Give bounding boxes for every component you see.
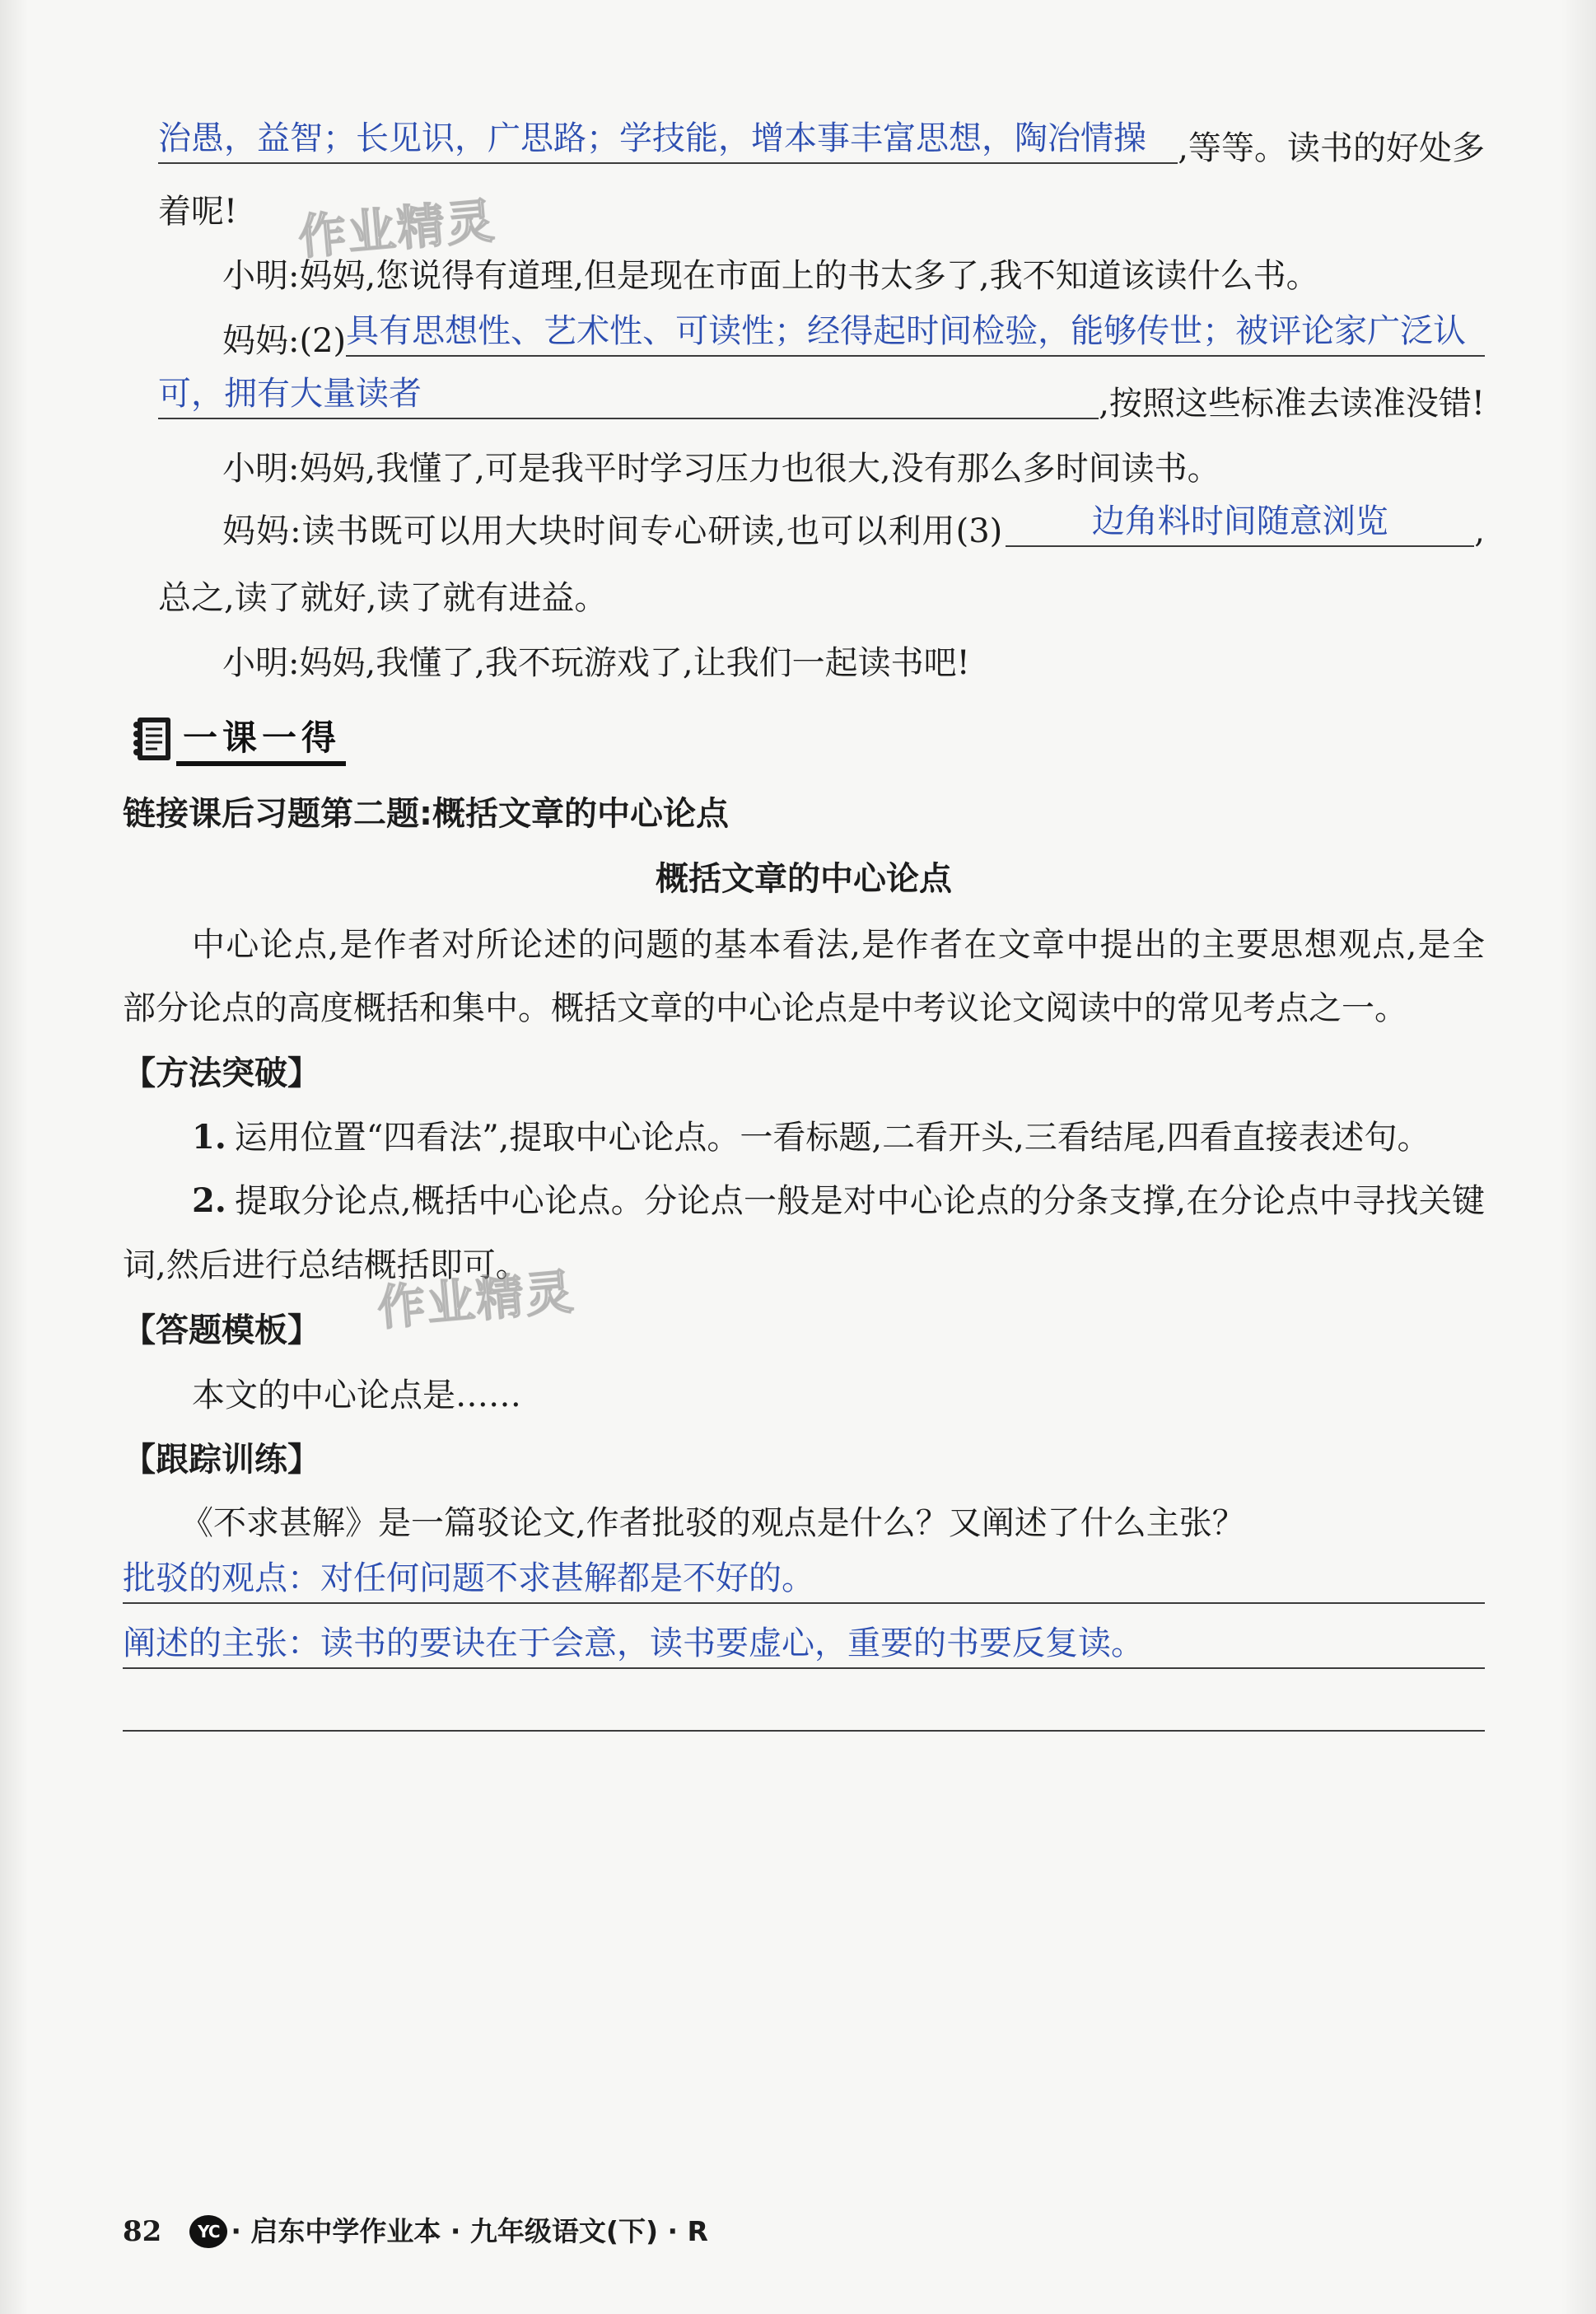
answer-blank-2-continued [158, 375, 1099, 428]
answer-text-2: 具有思想性、艺术性、可读性；经得起时间检验，能够传世；被评论家广泛认 [346, 312, 1467, 350]
dialogue-text: 妈妈:(2) [222, 322, 347, 360]
dialogue-text: ,按照这些标准去读准没错! [1099, 385, 1485, 423]
practice-answer-blank [123, 1624, 1485, 1678]
method-item-number: 2. [192, 1181, 226, 1220]
answer-blank-1 [158, 119, 1178, 173]
page-number: 82 [123, 2215, 162, 2248]
page-footer [123, 2211, 708, 2252]
answer-underline [123, 1730, 1485, 1732]
answer-underline [123, 1602, 1485, 1604]
publisher-logo: YC [189, 2215, 227, 2248]
practice-answer-line-3 [123, 1691, 1485, 1741]
practice-heading: 【跟踪训练】 [123, 1441, 320, 1479]
intro-line-1: 中心论点,是作者对所论述的问题的基本看法,是作者在文章中提出的主要思想观点,是全 [192, 926, 1485, 964]
dialogue-line-2: 着呢! [158, 193, 238, 231]
dialogue-line-1 [158, 119, 1485, 173]
dialogue-line-4 [158, 312, 1485, 366]
method-heading: 【方法突破】 [123, 1054, 320, 1092]
answer-text-1: 治愚，益智；长见识，广思路；学技能，增本事丰富思想，陶冶情操 [158, 119, 1146, 157]
dialogue-text: 妈妈:读书既可以用大块时间专心研读,也可以利用(3) [222, 512, 1003, 550]
article-title: 概括文章的中心论点 [656, 860, 952, 898]
practice-question: 《不求甚解》是一篇驳论文,作者批驳的观点是什么？又阐述了什么主张？ [180, 1504, 1245, 1542]
dialogue-line-8: 总之,读了就好,读了就有进益。 [158, 579, 608, 617]
dialogue-text: , [1474, 512, 1485, 550]
answer-underline [346, 355, 1485, 357]
section-heading-text: 一课一得 [176, 715, 346, 766]
answer-underline [123, 1667, 1485, 1669]
dialogue-line-3: 小明:妈妈,您说得有道理,但是现在市面上的书太多了,我不知道该读什么书。 [222, 257, 1319, 295]
answer-underline [158, 162, 1178, 164]
method-item-2-continued: 词,然后进行总结概括即可。 [123, 1246, 529, 1284]
dialogue-line-5 [158, 375, 1485, 428]
practice-answer-blank-empty [123, 1691, 1485, 1741]
method-item-2 [123, 1176, 1485, 1226]
practice-answer-text: 批驳的观点：对任何问题不求甚解都是不好的。 [123, 1559, 814, 1597]
book-title: · 启东中学作业本 · 九年级语文(下) · R [231, 2215, 708, 2247]
template-text: 本文的中心论点是…… [192, 1377, 521, 1414]
dialogue-text: ,等等。读书的好处多 [1178, 129, 1485, 167]
link-title: 链接课后习题第二题:概括文章的中心论点 [123, 795, 729, 833]
watermark: 作业精灵 [296, 192, 498, 266]
answer-blank-3 [1006, 503, 1474, 556]
practice-answer-line-2 [123, 1624, 1485, 1678]
section-heading [130, 708, 346, 766]
notebook-icon [130, 715, 173, 763]
dialogue-line-7 [158, 503, 1485, 556]
method-item-text: 运用位置“四看法”,提取中心论点。一看标题,二看开头,三看结尾,四看直接表述句。 [234, 1119, 1430, 1157]
template-heading: 【答题模板】 [123, 1311, 320, 1349]
practice-answer-text: 阐述的主张：读书的要诀在于会意，读书要虚心，重要的书要反复读。 [123, 1624, 1144, 1662]
answer-underline [158, 418, 1099, 419]
method-item-number: 1. [192, 1118, 226, 1157]
answer-text-2-continued: 可，拥有大量读者 [158, 375, 422, 413]
method-item-text: 提取分论点,概括中心论点。分论点一般是对中心论点的分条支撑,在分论点中寻找关键 [234, 1182, 1485, 1220]
dialogue-line-9: 小明:妈妈,我懂了,我不玩游戏了,让我们一起读书吧! [222, 644, 970, 682]
practice-answer-line-1 [123, 1559, 1485, 1613]
answer-blank-2 [346, 312, 1485, 366]
answer-underline [1006, 545, 1474, 547]
intro-line-2: 部分论点的高度概括和集中。概括文章的中心论点是中考议论文阅读中的常见考点之一。 [123, 989, 1407, 1027]
answer-text-3: 边角料时间随意浏览 [1091, 503, 1388, 540]
watermark: 作业精灵 [375, 1263, 577, 1337]
dialogue-line-6: 小明:妈妈,我懂了,可是我平时学习压力也很大,没有那么多时间读书。 [222, 450, 1220, 488]
practice-answer-blank [123, 1559, 1485, 1613]
method-item-1 [123, 1113, 1485, 1162]
